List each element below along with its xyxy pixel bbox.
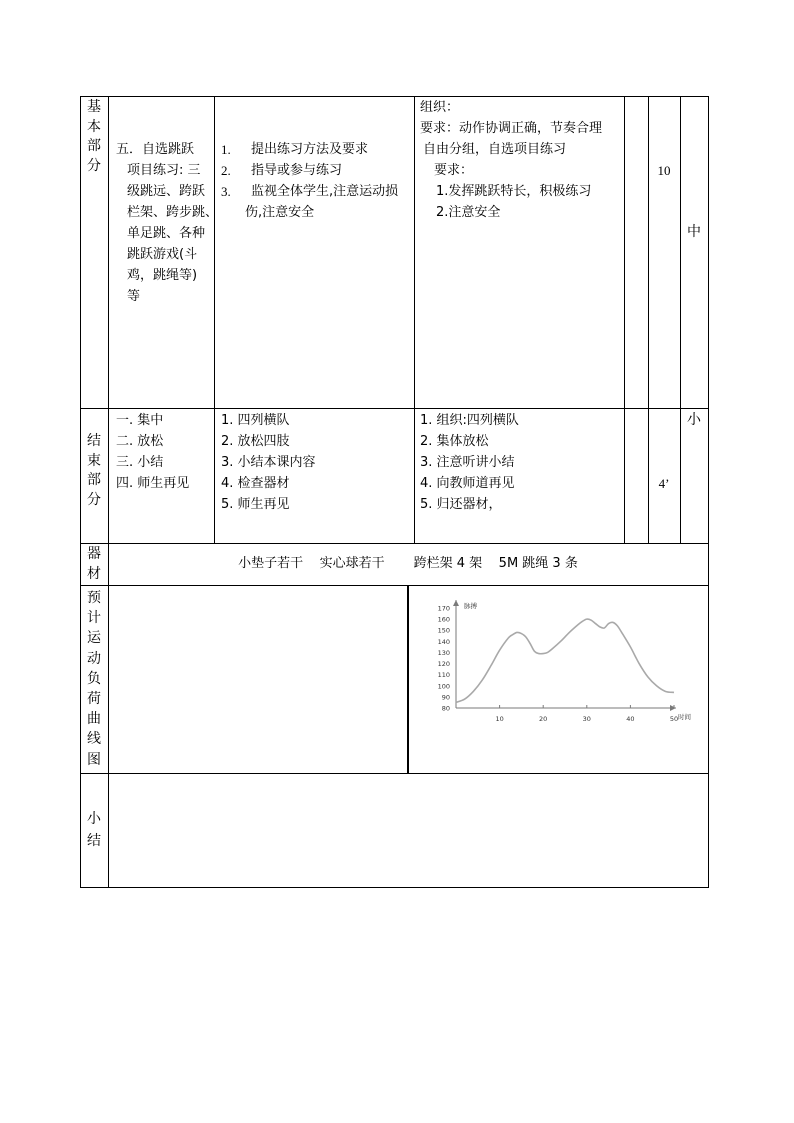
ending-student xyxy=(420,410,624,515)
basic-student xyxy=(420,97,624,223)
teacher-item: 1. 四列横队 xyxy=(221,413,290,428)
y-tick-label: 130 xyxy=(437,648,450,657)
student-line: 2. 集体放松 xyxy=(420,434,489,449)
y-tick-label: 170 xyxy=(437,604,450,613)
basic-time: 10 xyxy=(657,163,671,178)
content-line: 级跳远、跨跃 xyxy=(127,184,206,199)
teacher-item: 1. 提出练习方法及要求 xyxy=(221,142,369,157)
row-divider xyxy=(80,408,709,409)
section-label-summary: 小 结 xyxy=(87,811,101,849)
teacher-item: 伤,注意安全 xyxy=(245,205,315,220)
section-label-load-curve: 预 计 运 动 负 荷 曲 线 图 xyxy=(87,590,101,768)
content-line: 三. 小结 xyxy=(116,455,164,470)
student-line: 1. 组织:四列横队 xyxy=(420,413,519,428)
x-tick-label: 30 xyxy=(582,715,591,723)
ending-time: 4’ xyxy=(658,476,670,491)
content-line: 五．自选跳跃 xyxy=(116,142,195,157)
y-tick-label: 160 xyxy=(437,615,450,624)
content-line: 二. 放松 xyxy=(116,434,164,449)
student-line: 2.注意安全 xyxy=(436,205,501,220)
load-curve-chart xyxy=(420,592,700,732)
section-label-ending: 结 束 部 分 xyxy=(87,433,101,508)
x-tick-label: 10 xyxy=(495,715,504,723)
label-column-divider xyxy=(108,96,109,887)
y-tick-label: 90 xyxy=(441,693,450,702)
teacher-item: 4. 检查器材 xyxy=(221,476,290,491)
y-tick-label: 150 xyxy=(437,626,450,635)
student-line: 5. 归还器材， xyxy=(420,497,502,512)
basic-content xyxy=(116,139,219,307)
table-border-right xyxy=(708,96,709,887)
section-label-equipment: 器 材 xyxy=(87,546,101,582)
content-line: 四. 师生再见 xyxy=(116,476,190,491)
teacher-item: 3. 监视全体学生,注意运动损 xyxy=(221,184,399,199)
y-tick-label: 110 xyxy=(437,671,450,680)
basic-teacher xyxy=(221,139,413,223)
x-axis-label: 时间 xyxy=(678,713,691,721)
y-tick-label: 80 xyxy=(441,704,450,713)
equipment-list: 小垫子若干 实心球若干 跨栏架 4 架 5M 跳绳 3 条 xyxy=(238,556,578,571)
teacher-item: 2. 放松四肢 xyxy=(221,434,290,449)
y-tick-label: 140 xyxy=(437,637,450,646)
content-line: 栏架、跨步跳、 xyxy=(127,205,219,220)
basic-intensity: 中 xyxy=(687,224,701,240)
x-axis-arrow xyxy=(670,705,676,711)
ending-content xyxy=(116,410,214,494)
teacher-item: 5. 师生再见 xyxy=(221,497,290,512)
student-line: 组织： xyxy=(420,100,460,115)
student-line: 要求：动作协调正确，节奏合理 xyxy=(420,121,603,136)
teacher-item: 3. 小结本课内容 xyxy=(221,455,316,470)
ending-intensity: 小 xyxy=(687,412,701,428)
student-line: 要求： xyxy=(434,163,474,178)
student-line: 自由分组，自选项目练习 xyxy=(423,142,567,157)
ending-teacher xyxy=(221,410,413,515)
y-axis-arrow xyxy=(453,600,459,606)
y-tick-label: 100 xyxy=(437,682,450,691)
series-line-pulse xyxy=(456,619,674,702)
content-line: 单足跳、各种 xyxy=(127,226,206,241)
row-divider xyxy=(80,543,709,544)
row-divider xyxy=(80,585,709,586)
chart-column-divider xyxy=(407,585,409,773)
content-line: 跳跃游戏(斗 xyxy=(127,247,198,262)
x-tick-label: 40 xyxy=(626,715,635,723)
y-tick-label: 120 xyxy=(437,660,450,669)
content-line: 一. 集中 xyxy=(116,413,164,428)
y-axis-label: 脉搏 xyxy=(464,602,477,610)
content-line: 等 xyxy=(127,289,141,304)
x-tick-label: 50 xyxy=(669,715,679,723)
load-curve-svg xyxy=(420,592,700,732)
student-line: 4. 向教师道再见 xyxy=(420,476,515,491)
x-tick-label: 20 xyxy=(539,715,548,723)
student-line: 3. 注意听讲小结 xyxy=(420,455,515,470)
content-line: 项目练习: 三 xyxy=(127,163,201,178)
table-border-bottom xyxy=(80,887,709,888)
summary-area xyxy=(109,774,707,886)
student-line: 1.发挥跳跃特长，积极练习 xyxy=(436,184,592,199)
column-divider xyxy=(414,96,415,543)
section-label-basic: 基 本 部 分 xyxy=(87,99,101,174)
column-divider xyxy=(680,96,681,543)
content-line: 鸡，跳绳等) xyxy=(127,268,198,283)
teacher-item: 2. 指导或参与练习 xyxy=(221,163,343,178)
